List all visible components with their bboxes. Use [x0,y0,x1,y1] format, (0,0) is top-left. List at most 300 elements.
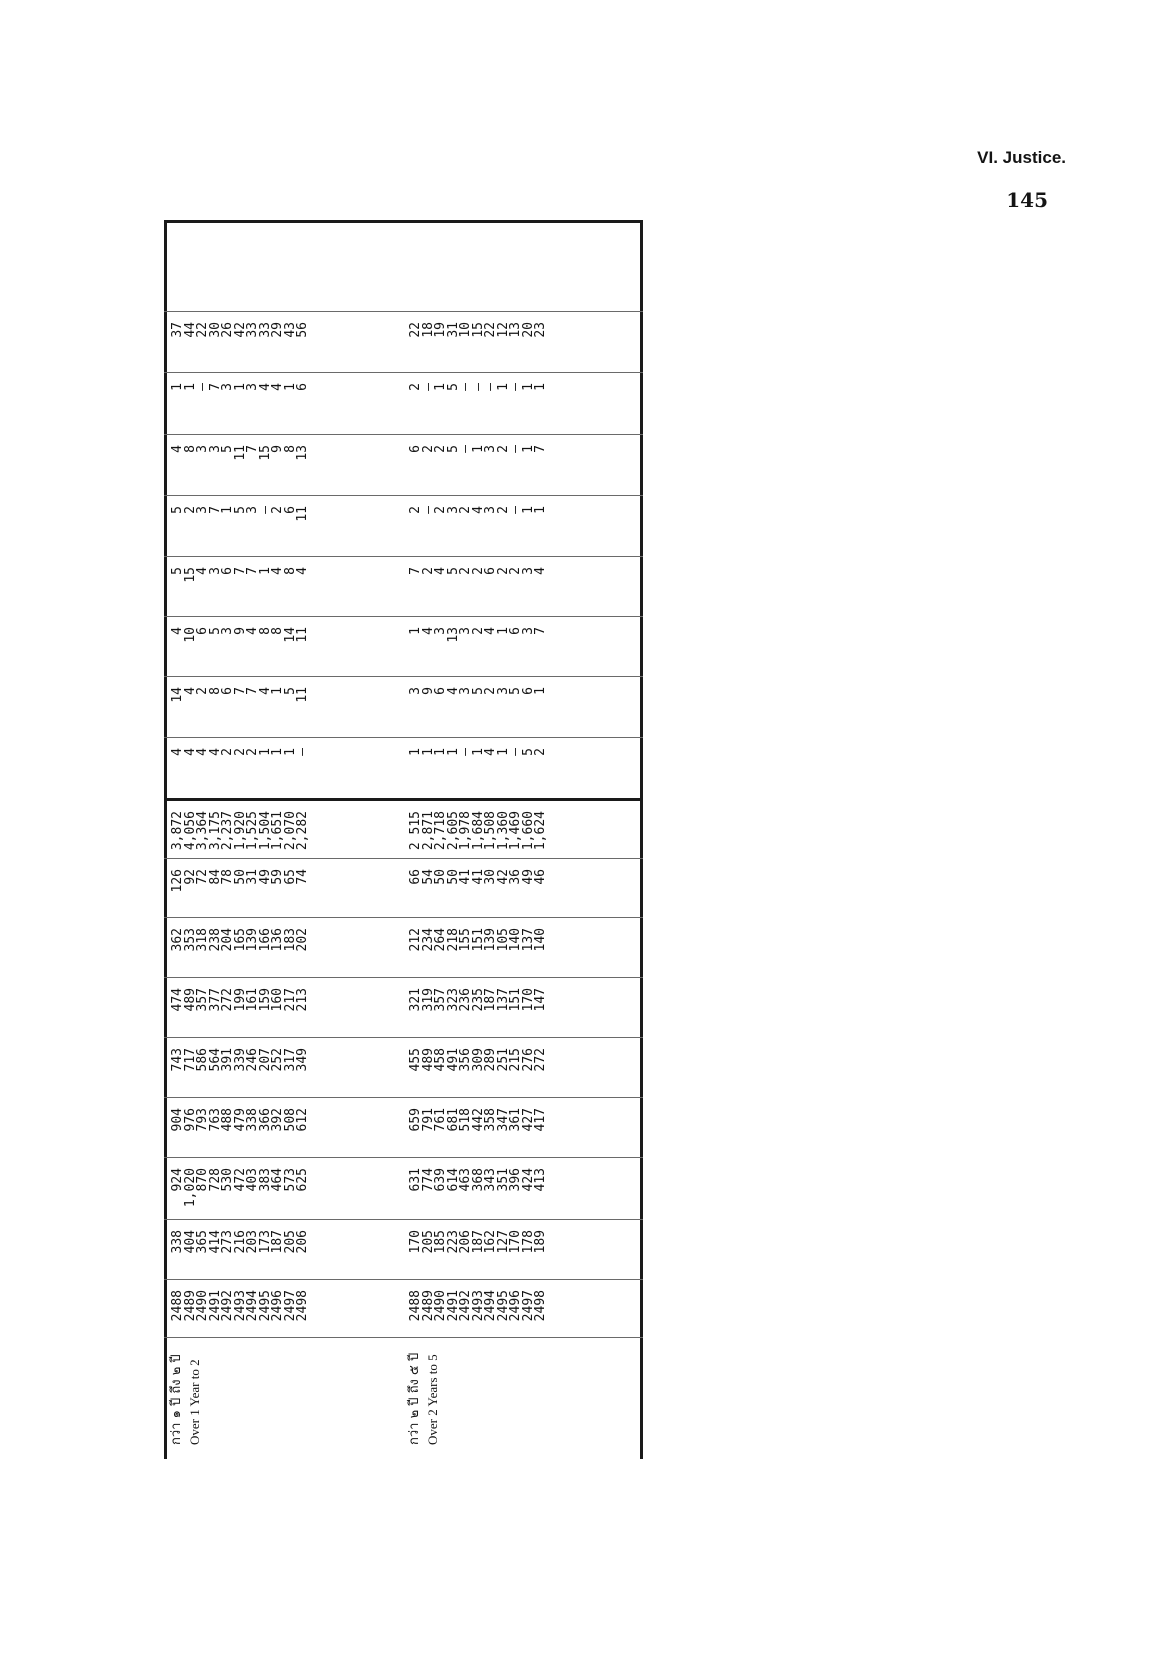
table-cell: 139 [245,928,260,952]
table-cell: 338 [170,1230,185,1254]
table-cell: 1 [433,383,448,391]
column-8-group-1 [172,859,310,917]
table-cell: 6 [282,506,298,514]
table-cell: 1 [282,748,298,756]
column-14-group-1 [172,496,310,556]
table-cell: 1,624 [533,811,548,851]
table-cell: 639 [433,1168,448,1192]
column-14 [164,495,643,556]
table-cell: 2492 [220,1290,235,1322]
table-cell: 6 [295,383,310,391]
table-cell: 218 [445,928,461,952]
table-cell: — [458,445,473,453]
table-cell: 2 515 [408,811,423,851]
table-cell: 46 [533,869,548,885]
table-cell: 2 [495,506,511,514]
table-cell: 870 [195,1168,210,1192]
table-cell: 9 [420,687,436,695]
table-cell: 65 [282,869,298,885]
table-cell: 159 [257,988,273,1012]
table-cell: 362 [170,928,185,952]
table-cell: 3 [207,567,223,575]
table-cell: 2494 [245,1290,260,1322]
column-6-group-2 [410,978,548,1037]
table-cell: 41 [458,869,473,885]
table-cell: 26 [220,322,235,338]
column-16-group-2 [410,373,548,434]
table-cell: — [470,383,486,391]
table-cell: 170 [408,1230,423,1254]
column-10 [164,737,643,798]
row-label-column [164,1337,643,1459]
table-cell: — [295,748,310,756]
table-cell: 216 [232,1230,248,1254]
table-cell: 2 [495,567,511,575]
column-12-group-2 [410,617,548,676]
table-cell: 15 [470,322,486,338]
table-cell: 206 [295,1230,310,1254]
table-cell: 2498 [533,1290,548,1322]
table-cell: 2 [232,748,248,756]
table-cell: 6 [433,687,448,695]
table-cell: 31 [445,322,461,338]
table-cell: 22 [195,322,210,338]
table-cell: 377 [207,988,223,1012]
table-cell: 7 [533,445,548,453]
table-cell: 4 [257,383,273,391]
table-cell: 396 [508,1168,523,1192]
table-cell: 3 [220,383,235,391]
table-cell: 761 [433,1108,448,1132]
table-cell: 50 [232,869,248,885]
table-cell: 1,684 [470,811,486,851]
table-cell: 11 [232,445,248,461]
table-cell: 6 [408,445,423,453]
table-cell: 19 [433,322,448,338]
table-cell: 1 [270,748,285,756]
table-cell: 383 [257,1168,273,1192]
table-cell: 126 [170,869,185,893]
table-cell: 924 [170,1168,185,1192]
table-cell: 264 [433,928,448,952]
table-cell: 4 [445,687,461,695]
table-cell: 1 [470,748,486,756]
table-cell: 105 [495,928,511,952]
column-6 [164,977,643,1037]
table-cell: 681 [445,1108,461,1132]
table-cell: 78 [220,869,235,885]
table-cell: 5 [220,445,235,453]
table-cell: 4 [170,748,185,756]
table-cell: 10 [182,627,198,643]
table-cell: 205 [420,1230,436,1254]
column-4 [164,1097,643,1157]
table-cell: 8 [282,445,298,453]
table-cell: 187 [483,988,498,1012]
table-cell: 2492 [458,1290,473,1322]
table-cell: 1 [408,627,423,635]
table-cell: 2 [433,445,448,453]
table-cell: 318 [195,928,210,952]
table-cell: 1,508 [483,811,498,851]
table-cell: 187 [270,1230,285,1254]
table-cell: 4 [182,687,198,695]
table-cell: 1 [520,506,536,514]
table-cell: 2 [470,567,486,575]
table-cell: 6 [520,687,536,695]
table-cell: 791 [420,1108,436,1132]
table-cell: 4 [245,627,260,635]
table-cell: 8 [182,445,198,453]
table-cell: 22 [408,322,423,338]
table-cell: 4 [483,748,498,756]
table-cell: 464 [270,1168,285,1192]
table-cell: 217 [282,988,298,1012]
table-cell: 1 [495,748,511,756]
table-cell: 3 [245,383,260,391]
table-cell: 4 [270,567,285,575]
table-cell: 463 [458,1168,473,1192]
table-cell: 491 [445,1048,461,1072]
table-cell: 1 [257,748,273,756]
table-cell: 356 [458,1048,473,1072]
table-cell: 49 [257,869,273,885]
column-8-group-2 [410,859,548,917]
row-label-2 [406,1353,442,1445]
table-cell: 323 [445,988,461,1012]
table-cell: 2 [483,687,498,695]
table-cell: 1 [495,383,511,391]
table-cell: 479 [232,1108,248,1132]
table-cell: 1,651 [270,811,285,851]
table-cell: 339 [232,1048,248,1072]
table-cell: 170 [508,1230,523,1254]
table-cell: — [195,383,210,391]
table-cell: 403 [245,1168,260,1192]
table-cell: 2 [433,506,448,514]
table-cell: 2491 [207,1290,223,1322]
table-cell: 508 [282,1108,298,1132]
table-cell: 5 [170,506,185,514]
table-cell: 44 [182,322,198,338]
column-3 [164,1157,643,1219]
row-label-2-english: Over 2 Years to 5 [425,1354,440,1445]
column-17-group-2 [410,312,548,372]
table-cell: 9 [232,627,248,635]
table-cell: 15 [182,567,198,583]
row-label-2-thai: กว่า ๒ ปี ถึง ๕ ปี [407,1352,422,1445]
table-cell: 3 [207,445,223,453]
column-2 [164,1219,643,1279]
table-cell: 5 [508,687,523,695]
column-11 [164,676,643,737]
table-cell: 1,978 [458,811,473,851]
table-cell: 1 [182,383,198,391]
table-cell: 1,360 [495,811,511,851]
table-cell: 18 [420,322,436,338]
table-cell: 659 [408,1108,423,1132]
table-cell: 6 [220,567,235,575]
table-cell: 59 [270,869,285,885]
table-cell: 50 [445,869,461,885]
table-cell: 13 [295,445,310,461]
table-cell: 4 [533,567,548,575]
table-cell: 1 [520,383,536,391]
table-cell: 207 [257,1048,273,1072]
table-cell: 442 [470,1108,486,1132]
column-11-group-2 [410,677,548,737]
column-9-group-2 [410,801,548,858]
table-cell: 2 [408,506,423,514]
table-cell: 1,504 [257,811,273,851]
table-cell: 92 [182,869,198,885]
table-cell: 2490 [433,1290,448,1322]
column-8 [164,858,643,917]
table-cell: 4 [182,748,198,756]
table-cell: 728 [207,1168,223,1192]
column-5-group-1 [172,1038,310,1097]
column-6-group-1 [172,978,310,1037]
column-3-group-2 [410,1158,548,1219]
table-cell: 41 [470,869,486,885]
column-12 [164,616,643,676]
row-label-1 [168,1354,204,1445]
table-cell: 1 [420,748,436,756]
table-cell: 10 [458,322,473,338]
table-cell: 223 [445,1230,461,1254]
table-cell: 5 [445,567,461,575]
table-cell: 30 [207,322,223,338]
table-cell: 155 [458,928,473,952]
table-cell: 2496 [270,1290,285,1322]
column-15-group-1 [172,435,310,495]
table-cell: 417 [533,1108,548,1132]
table-cell: 13 [508,322,523,338]
table-cell: 2497 [282,1290,298,1322]
table-cell: 321 [408,988,423,1012]
table-cell: 170 [520,988,536,1012]
column-4-group-2 [410,1098,548,1157]
table-cell: 404 [182,1230,198,1254]
table-cell: 5 [170,567,185,575]
table-cell: 251 [495,1048,511,1072]
table-cell: 424 [520,1168,536,1192]
table-cell: 1 [533,687,548,695]
table-cell: 206 [458,1230,473,1254]
table-cell: 127 [495,1230,511,1254]
column-15 [164,434,643,495]
table-cell: 236 [458,988,473,1012]
table-cell: 4 [207,748,223,756]
table-cell: 1 [520,445,536,453]
table-cell: 5 [207,627,223,635]
column-17-group-1 [172,312,310,372]
table-cell: 72 [195,869,210,885]
table-cell: 2493 [470,1290,486,1322]
table-cell: 1 [270,687,285,695]
table-cell: 20 [520,322,536,338]
table-cell: 187 [470,1230,486,1254]
table-cell: 3,872 [170,811,185,851]
table-cell: 1,020 [182,1168,198,1208]
column-17 [164,311,643,372]
table-cell: 42 [495,869,511,885]
column-10-group-2 [410,738,548,798]
table-cell: 235 [470,988,486,1012]
table-cell: 49 [520,869,536,885]
table-cell: 6 [195,627,210,635]
table-cell: 2488 [408,1290,423,1322]
table-cell: 9 [270,445,285,453]
column-9-group-1 [172,801,310,858]
table-cell: 140 [533,928,548,952]
table-cell: 189 [533,1230,548,1254]
table-right-rule [164,220,643,223]
table-cell: 2 [533,748,548,756]
table-cell: 4 [195,567,210,575]
table-cell: 625 [295,1168,310,1192]
table-cell: 1 [445,748,461,756]
table-cell: 3 [495,687,511,695]
table-cell: 203 [245,1230,260,1254]
table-cell: 1 [282,383,298,391]
table-cell: 234 [420,928,436,952]
table-cell: 11 [295,687,310,703]
table-cell: — [508,445,523,453]
table-cell: 357 [195,988,210,1012]
table-cell: 586 [195,1048,210,1072]
table-cell: 5 [520,748,536,756]
table-cell: 185 [433,1230,448,1254]
column-1 [164,1279,643,1337]
table-cell: 56 [295,322,310,338]
table-cell: 338 [245,1108,260,1132]
table-cell: 7 [408,567,423,575]
column-15-group-2 [410,435,548,495]
table-cell: 4 [257,687,273,695]
table-cell: 2489 [420,1290,436,1322]
table-cell: 1 [533,506,548,514]
table-cell: 140 [508,928,523,952]
table-cell: 1 [433,748,448,756]
table-cell: — [508,506,523,514]
table-cell: 3 [458,627,473,635]
table-cell: 489 [420,1048,436,1072]
table-cell: 33 [245,322,260,338]
table-cell: 183 [282,928,298,952]
table-cell: 7 [232,567,248,575]
table-cell: 139 [483,928,498,952]
column-16-group-1 [172,373,310,434]
table-cell: 3 [483,445,498,453]
column-12-group-1 [172,617,310,676]
table-cell: 1 [495,627,511,635]
table-cell: 2497 [520,1290,536,1322]
table-cell: 136 [270,928,285,952]
table-cell: 213 [295,988,310,1012]
table-cell: 2498 [295,1290,310,1322]
table-cell: 349 [295,1048,310,1072]
table-cell: 273 [220,1230,235,1254]
table-cell: 347 [495,1108,511,1132]
table-cell: 1 [533,383,548,391]
table-cell: 1,469 [508,811,523,851]
table-cell: 22 [483,322,498,338]
table-cell: 2 [495,445,511,453]
table-cell: 774 [420,1168,436,1192]
table-cell: 215 [508,1048,523,1072]
row-label-1-english: Over 1 Year to 2 [187,1359,202,1445]
table-cell: 489 [182,988,198,1012]
table-cell: 2495 [495,1290,511,1322]
table-cell: 7 [533,627,548,635]
table-cell: 518 [458,1108,473,1132]
column-3-group-1 [172,1158,310,1219]
table-cell: 5 [282,687,298,695]
column-7-group-2 [410,918,548,977]
table-cell: 631 [408,1168,423,1192]
table-cell: 1 [170,383,185,391]
table-cell: 160 [270,988,285,1012]
table-cell: 4 [433,567,448,575]
table-cell: 5 [445,383,461,391]
table-cell: 763 [207,1108,223,1132]
table-cell: 4 [420,627,436,635]
table-cell: 7 [207,506,223,514]
table-cell: 3 [483,506,498,514]
table-cell: 147 [533,988,548,1012]
table-cell: 42 [232,322,248,338]
table-cell: 36 [508,869,523,885]
table-cell: 7 [207,383,223,391]
table-cell: 1 [257,567,273,575]
table-cell: 3 [408,687,423,695]
table-cell: 391 [220,1048,235,1072]
table-cell: 488 [220,1108,235,1132]
table-cell: 1 [220,506,235,514]
table-cell: — [458,383,473,391]
table-cell: 1 [408,748,423,756]
column-7-group-1 [172,918,310,977]
table-cell: 151 [470,928,486,952]
table-cell: 317 [282,1048,298,1072]
table-cell: 202 [295,928,310,952]
table-cell: 3 [458,687,473,695]
table-cell: 3 [245,506,260,514]
column-1-group-2 [410,1280,548,1337]
table-cell: 717 [182,1048,198,1072]
table-cell: 8 [257,627,273,635]
table-cell: 392 [270,1108,285,1132]
column-10-group-1 [172,738,310,798]
table-cell: 2495 [257,1290,273,1322]
table-cell: 1,920 [232,811,248,851]
table-cell: 4,056 [182,811,198,851]
table-cell: 166 [257,928,273,952]
table-cell: 976 [182,1108,198,1132]
table-cell: 3 [195,506,210,514]
table-cell: 1,525 [245,811,260,851]
table-cell: 612 [295,1108,310,1132]
table-cell: 530 [220,1168,235,1192]
table-cell: 23 [533,322,548,338]
column-13-group-2 [410,557,548,616]
table-cell: 8 [282,567,298,575]
column-14-group-2 [410,496,548,556]
table-cell: 84 [207,869,223,885]
column-13 [164,556,643,616]
table-cell: 2488 [170,1290,185,1322]
